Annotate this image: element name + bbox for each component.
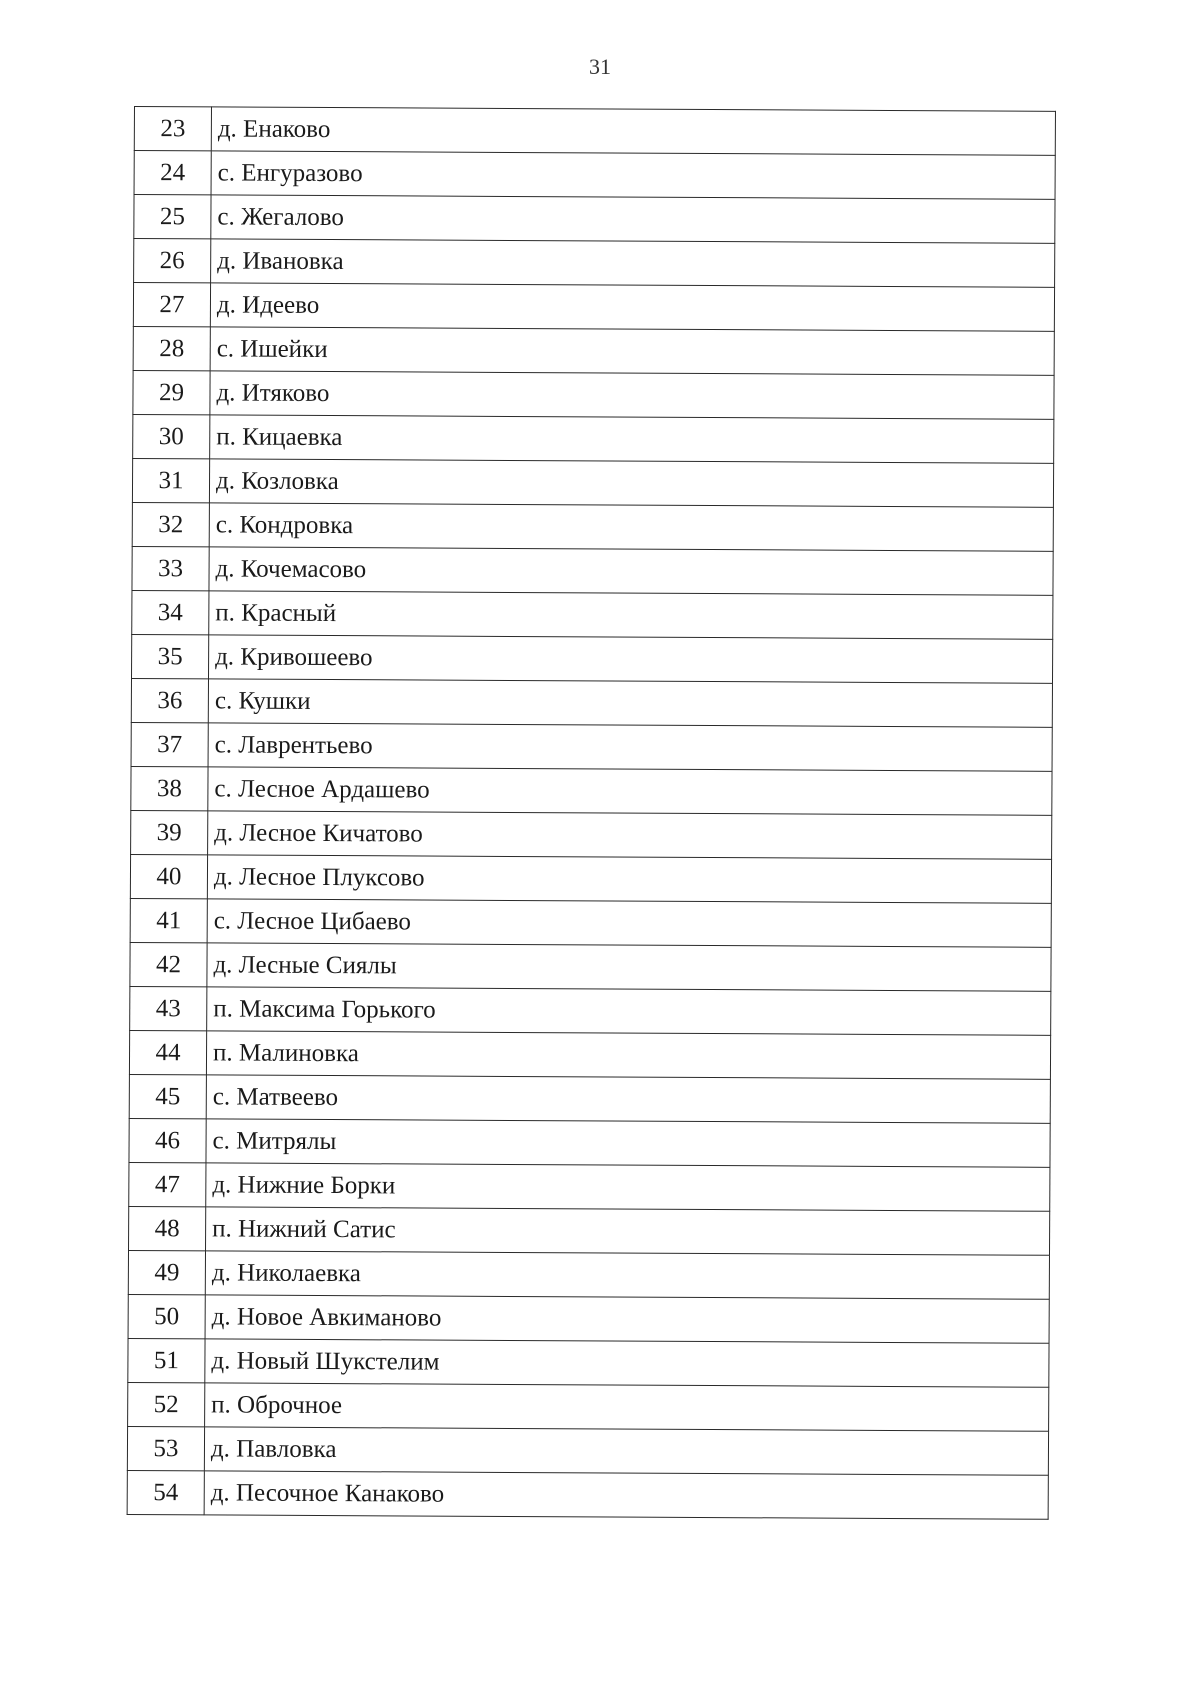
settlement-name-cell: с. Енгуразово bbox=[211, 151, 1055, 199]
settlement-name-cell: д. Нижние Борки bbox=[206, 1163, 1050, 1211]
settlement-name-cell: с. Лаврентьево bbox=[208, 723, 1052, 771]
settlement-name-cell: д. Итяково bbox=[210, 371, 1054, 419]
settlement-name-cell: п. Красный bbox=[209, 591, 1053, 639]
settlement-name-cell: д. Енаково bbox=[211, 107, 1055, 155]
row-number-cell: 52 bbox=[128, 1382, 205, 1426]
table-row bbox=[129, 1162, 1050, 1211]
row-number-cell: 49 bbox=[128, 1250, 205, 1294]
table-row bbox=[130, 898, 1051, 947]
row-number-cell: 28 bbox=[133, 326, 210, 370]
table-row bbox=[128, 1250, 1049, 1299]
settlement-name-cell: с. Кушки bbox=[208, 679, 1052, 727]
table-row bbox=[129, 1030, 1050, 1079]
row-number-cell: 24 bbox=[134, 151, 211, 195]
row-number-cell: 42 bbox=[130, 942, 207, 986]
settlement-name-cell: д. Идеево bbox=[210, 283, 1054, 331]
row-number-cell: 44 bbox=[129, 1030, 206, 1074]
table-row bbox=[133, 283, 1054, 332]
table-row bbox=[134, 195, 1055, 244]
table-row bbox=[130, 854, 1051, 903]
table-row bbox=[133, 326, 1054, 375]
table-row bbox=[132, 590, 1053, 639]
row-number-cell: 32 bbox=[132, 502, 209, 546]
settlement-name-cell: с. Матвеево bbox=[206, 1075, 1050, 1123]
table-row bbox=[127, 1426, 1048, 1475]
table-row bbox=[127, 1470, 1048, 1519]
table-row bbox=[132, 546, 1053, 595]
row-number-cell: 34 bbox=[132, 590, 209, 634]
table-row bbox=[128, 1382, 1049, 1431]
table-row bbox=[131, 766, 1052, 815]
row-number-cell: 39 bbox=[131, 810, 208, 854]
table-row bbox=[132, 458, 1053, 507]
table-row bbox=[132, 502, 1053, 551]
settlement-name-cell: п. Нижний Сатис bbox=[206, 1207, 1050, 1255]
settlement-name-cell: с. Митрялы bbox=[206, 1119, 1050, 1167]
table-row bbox=[133, 370, 1054, 419]
row-number-cell: 43 bbox=[130, 986, 207, 1030]
row-number-cell: 27 bbox=[133, 283, 210, 327]
settlement-name-cell: п. Максима Горького bbox=[207, 987, 1051, 1035]
settlement-name-cell: д. Лесное Кичатово bbox=[208, 811, 1052, 859]
row-number-cell: 30 bbox=[133, 414, 210, 458]
settlement-name-cell: с. Ишейки bbox=[210, 327, 1054, 375]
settlement-name-cell: д. Новый Шукстелим bbox=[205, 1339, 1049, 1387]
settlement-name-cell: д. Лесные Сиялы bbox=[207, 943, 1051, 991]
row-number-cell: 47 bbox=[129, 1162, 206, 1206]
settlement-name-cell: с. Кондровка bbox=[209, 503, 1053, 551]
settlement-name-cell: д. Кочемасово bbox=[209, 547, 1053, 595]
table-row bbox=[131, 678, 1052, 727]
settlement-name-cell: с. Жегалово bbox=[211, 195, 1055, 243]
settlement-name-cell: д. Павловка bbox=[204, 1427, 1048, 1475]
row-number-cell: 33 bbox=[132, 546, 209, 590]
row-number-cell: 40 bbox=[130, 854, 207, 898]
row-number-cell: 26 bbox=[134, 239, 211, 283]
row-number-cell: 25 bbox=[134, 195, 211, 239]
settlement-name-cell: п. Кицаевка bbox=[210, 415, 1054, 463]
settlement-name-cell: д. Ивановка bbox=[211, 239, 1055, 287]
row-number-cell: 36 bbox=[131, 678, 208, 722]
table-row bbox=[129, 1074, 1050, 1123]
row-number-cell: 53 bbox=[127, 1426, 204, 1470]
table-row bbox=[131, 810, 1052, 859]
row-number-cell: 41 bbox=[130, 898, 207, 942]
settlement-name-cell: д. Николаевка bbox=[205, 1251, 1049, 1299]
settlement-name-cell: д. Лесное Плуксово bbox=[207, 855, 1051, 903]
table-row bbox=[132, 634, 1053, 683]
table-row bbox=[134, 107, 1055, 156]
settlement-name-cell: д. Песочное Канаково bbox=[204, 1471, 1048, 1519]
row-number-cell: 23 bbox=[134, 107, 211, 151]
page-number: 31 bbox=[589, 54, 611, 79]
row-number-cell: 38 bbox=[131, 766, 208, 810]
row-number-cell: 48 bbox=[129, 1206, 206, 1250]
table-row bbox=[133, 414, 1054, 463]
table-row bbox=[128, 1294, 1049, 1343]
table-row bbox=[130, 942, 1051, 991]
settlement-name-cell: д. Кривошеево bbox=[209, 635, 1053, 683]
table-row bbox=[130, 986, 1051, 1035]
row-number-cell: 29 bbox=[133, 370, 210, 414]
table-row bbox=[131, 722, 1052, 771]
row-number-cell: 54 bbox=[127, 1470, 204, 1514]
settlement-name-cell: с. Лесное Цибаево bbox=[207, 899, 1051, 947]
settlement-name-cell: с. Лесное Ардашево bbox=[208, 767, 1052, 815]
table-row bbox=[134, 151, 1055, 200]
table-row bbox=[129, 1206, 1050, 1255]
settlement-name-cell: п. Оброчное bbox=[205, 1383, 1049, 1431]
table-row bbox=[134, 239, 1055, 288]
settlement-name-cell: п. Малиновка bbox=[206, 1031, 1050, 1079]
settlements-table bbox=[127, 106, 1056, 1520]
row-number-cell: 51 bbox=[128, 1338, 205, 1382]
table-row bbox=[129, 1118, 1050, 1167]
settlement-name-cell: д. Новое Авкиманово bbox=[205, 1295, 1049, 1343]
row-number-cell: 50 bbox=[128, 1294, 205, 1338]
row-number-cell: 35 bbox=[132, 634, 209, 678]
row-number-cell: 31 bbox=[132, 458, 209, 502]
row-number-cell: 45 bbox=[129, 1074, 206, 1118]
row-number-cell: 37 bbox=[131, 722, 208, 766]
table-row bbox=[128, 1338, 1049, 1387]
row-number-cell: 46 bbox=[129, 1118, 206, 1162]
settlement-name-cell: д. Козловка bbox=[209, 459, 1053, 507]
settlements-table-body bbox=[127, 107, 1055, 1520]
